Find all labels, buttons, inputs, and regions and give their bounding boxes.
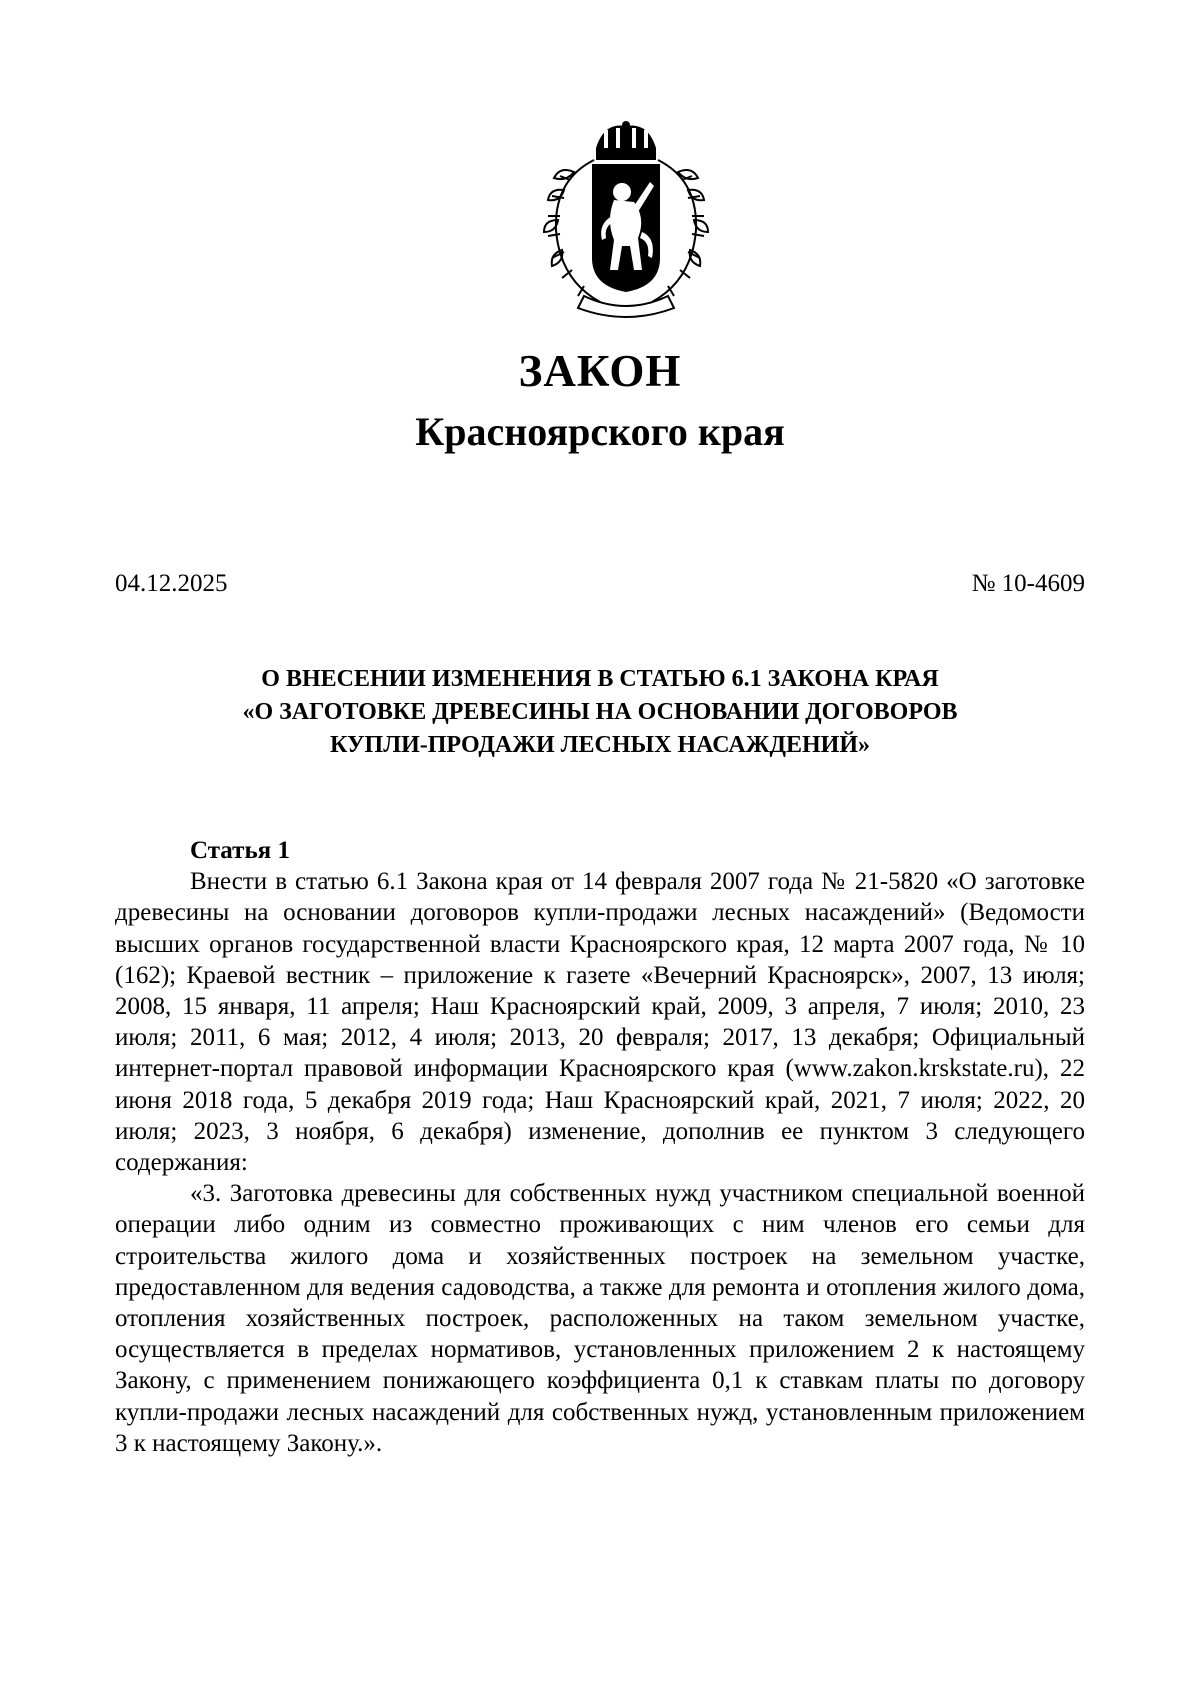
law-heading	[0, 663, 1200, 762]
article-paragraph: Внести в статью 6.1 Закона края от 14 февраля 2007 года № 21-5820 «О заготовке древесины на основании договоров купли-продажи лесных насаждений» (Ведомости высших органов государственной власти Красноярского края, 12 марта 2007 года, № 10 (162); Краевой вестник – приложение к газете «Вечерний Красноярск», 2007, 13 июля; 2008, 15 января, 11 апреля; Наш Красноярский край, 2009, 3 апреля, 7 июля; 2010, 23 июля; 2011, 6 мая; 2012, 4 июля; 2013, 20 февраля; 2017, 13 декабря; Официальный интернет-портал правовой информации Красноярского края (www.zakon.krskstate.ru), 22 июня 2018 года, 5 декабря 2019 года; Наш Красноярский край, 2021, 7 июля; 2022, 20 июля; 2023, 3 ноября, 6 декабря) изменение, дополнив ее пунктом 3 следующего содержания:	[115, 868, 1085, 1177]
document-date: 04.12.2025	[115, 570, 228, 597]
heading-line: КУПЛИ-ПРОДАЖИ ЛЕСНЫХ НАСАЖДЕНИЙ»	[330, 732, 870, 758]
document-subtitle: Красноярского края	[415, 409, 785, 454]
coat-of-arms-emblem	[534, 120, 718, 320]
document-title: ЗАКОН	[518, 346, 682, 396]
document-body	[115, 835, 1085, 1459]
heading-line: О ВНЕСЕНИИ ИЗМЕНЕНИЯ В СТАТЬЮ 6.1 ЗАКОНА КРАЯ	[261, 666, 939, 692]
heading-line: «О ЗАГОТОВКЕ ДРЕВЕСИНЫ НА ОСНОВАНИИ ДОГОВОРОВ	[242, 699, 958, 725]
article-paragraph: «3. Заготовка древесины для собственных нужд участником специальной военной операции либо одним из совместно проживающих с ним членов его семьи для строительства жилого дома и хозяйственных построек на земельном участке, предоставленном для ведения садоводства, а также для ремонта и отопления жилого дома, отопления хозяйственных построек, расположенных на таком земельном участке, осуществляется в пределах нормативов, установленных приложением 2 к настоящему Закону, с применением понижающего коэффициента 0,1 к ставкам платы по договору купли-продажи лесных насаждений для собственных нужд, установленным приложением 3 к настоящему Закону.».	[115, 1180, 1085, 1457]
document-number: № 10-4609	[971, 570, 1085, 597]
article-title: Статья 1	[190, 837, 290, 864]
